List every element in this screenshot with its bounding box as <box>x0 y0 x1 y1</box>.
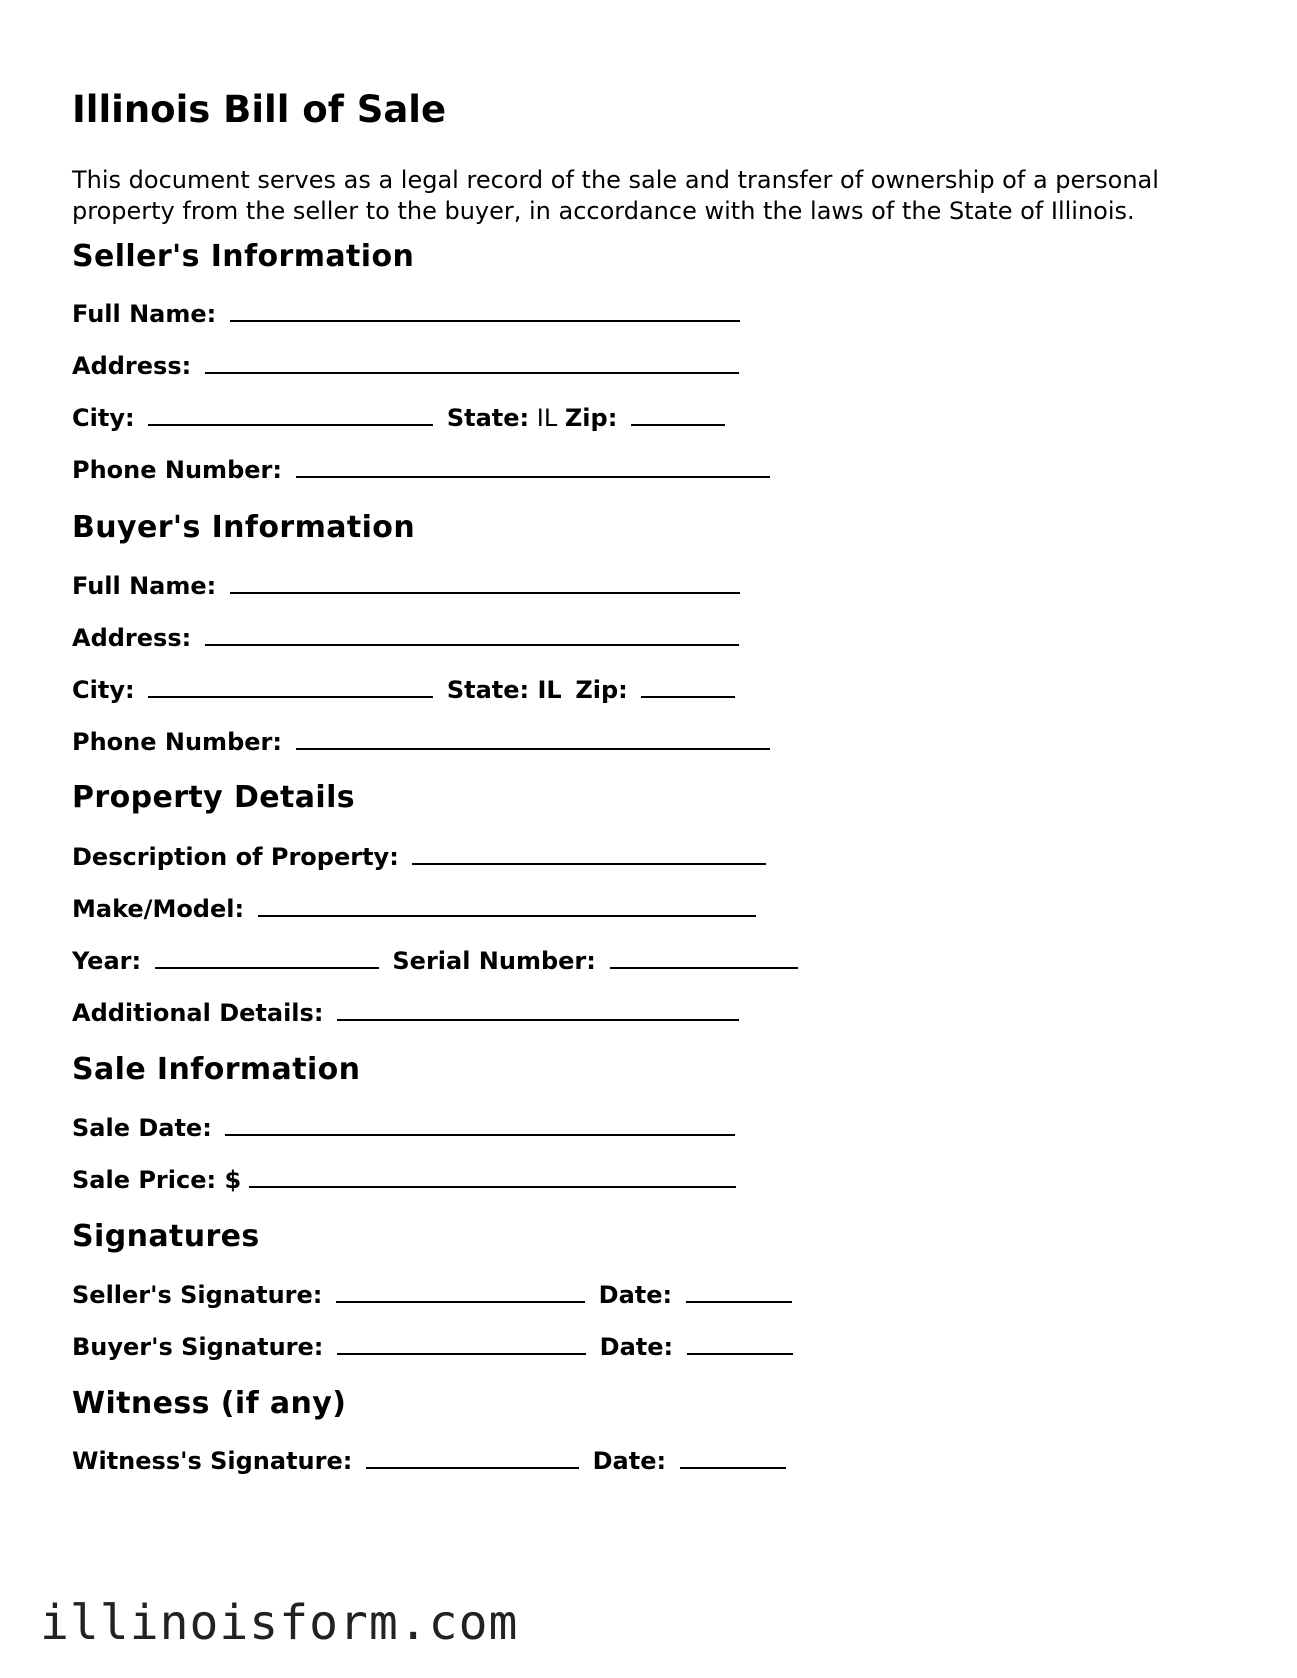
seller-phone-row <box>72 454 770 485</box>
witness-section-heading: Witness (if any) <box>72 1386 347 1421</box>
buyer-city-field[interactable] <box>148 674 433 698</box>
seller-address-field[interactable] <box>205 350 739 374</box>
seller-address-row <box>72 350 739 381</box>
year-label: Year: <box>72 947 142 975</box>
make-model-row <box>72 893 756 924</box>
seller-signature-date-field[interactable] <box>686 1279 792 1303</box>
property-description-label: Description of Property: <box>72 843 399 871</box>
additional-details-field[interactable] <box>337 997 739 1021</box>
buyer-address-label: Address: <box>72 624 192 652</box>
serial-number-label: Serial Number: <box>392 947 596 975</box>
buyer-phone-row <box>72 726 770 757</box>
buyer-section-heading: Buyer's Information <box>72 510 416 545</box>
seller-zip-field[interactable] <box>631 402 725 426</box>
make-model-field[interactable] <box>258 893 756 917</box>
buyer-full-name-row <box>72 570 740 601</box>
buyer-address-field[interactable] <box>205 622 739 646</box>
buyer-phone-field[interactable] <box>296 726 770 750</box>
property-section-heading: Property Details <box>72 780 356 815</box>
seller-section-heading: Seller's Information <box>72 239 415 274</box>
buyer-signature-row <box>72 1331 793 1362</box>
property-description-field[interactable] <box>412 841 766 865</box>
buyer-phone-label: Phone Number: <box>72 728 282 756</box>
seller-state-value: IL <box>536 404 558 432</box>
additional-details-label: Additional Details: <box>72 999 324 1027</box>
make-model-label: Make/Model: <box>72 895 245 923</box>
seller-phone-field[interactable] <box>296 454 770 478</box>
buyer-signature-date-field[interactable] <box>687 1331 793 1355</box>
buyer-signature-field[interactable] <box>337 1331 586 1355</box>
seller-city-label: City: <box>72 404 135 432</box>
witness-signature-field[interactable] <box>366 1445 579 1469</box>
sale-date-row <box>72 1112 735 1143</box>
buyer-full-name-label: Full Name: <box>72 572 217 600</box>
year-serial-row <box>72 945 798 976</box>
signatures-section-heading: Signatures <box>72 1219 260 1254</box>
buyer-signature-date-label: Date: <box>599 1333 674 1361</box>
sale-date-field[interactable] <box>225 1112 735 1136</box>
additional-details-row <box>72 997 739 1028</box>
witness-signature-row <box>72 1445 786 1476</box>
seller-signature-field[interactable] <box>336 1279 585 1303</box>
buyer-city-row <box>72 674 735 705</box>
buyer-zip-field[interactable] <box>641 674 735 698</box>
witness-date-field[interactable] <box>680 1445 786 1469</box>
page-title: Illinois Bill of Sale <box>72 88 447 131</box>
sale-price-field[interactable] <box>249 1164 736 1188</box>
seller-zip-label: Zip: <box>564 404 618 432</box>
property-description-row <box>72 841 766 872</box>
seller-signature-row <box>72 1279 792 1310</box>
sale-date-label: Sale Date: <box>72 1114 212 1142</box>
seller-city-row <box>72 402 725 433</box>
sale-price-label: Sale Price: $ <box>72 1166 242 1194</box>
buyer-state-label: State: IL <box>446 676 562 704</box>
seller-full-name-row <box>72 298 740 329</box>
sale-section-heading: Sale Information <box>72 1052 361 1087</box>
site-watermark: illinoisform.com <box>40 1595 519 1651</box>
seller-phone-label: Phone Number: <box>72 456 282 484</box>
seller-signature-label: Seller's Signature: <box>72 1281 323 1309</box>
seller-city-field[interactable] <box>148 402 433 426</box>
sale-price-row <box>72 1164 736 1195</box>
buyer-zip-label: Zip: <box>575 676 628 704</box>
intro-paragraph: This document serves as a legal record of the sale and transfer of ownership of a personal property from the seller to the buyer, in accordance with the laws of the State of Illinois. <box>72 166 1159 225</box>
serial-number-field[interactable] <box>610 945 798 969</box>
witness-date-label: Date: <box>592 1447 667 1475</box>
buyer-signature-label: Buyer's Signature: <box>72 1333 324 1361</box>
seller-state-label: State: <box>446 404 530 432</box>
seller-address-label: Address: <box>72 352 192 380</box>
buyer-full-name-field[interactable] <box>230 570 740 594</box>
seller-full-name-label: Full Name: <box>72 300 217 328</box>
buyer-address-row <box>72 622 739 653</box>
year-field[interactable] <box>155 945 379 969</box>
seller-signature-date-label: Date: <box>598 1281 673 1309</box>
witness-signature-label: Witness's Signature: <box>72 1447 353 1475</box>
buyer-city-label: City: <box>72 676 135 704</box>
seller-full-name-field[interactable] <box>230 298 740 322</box>
